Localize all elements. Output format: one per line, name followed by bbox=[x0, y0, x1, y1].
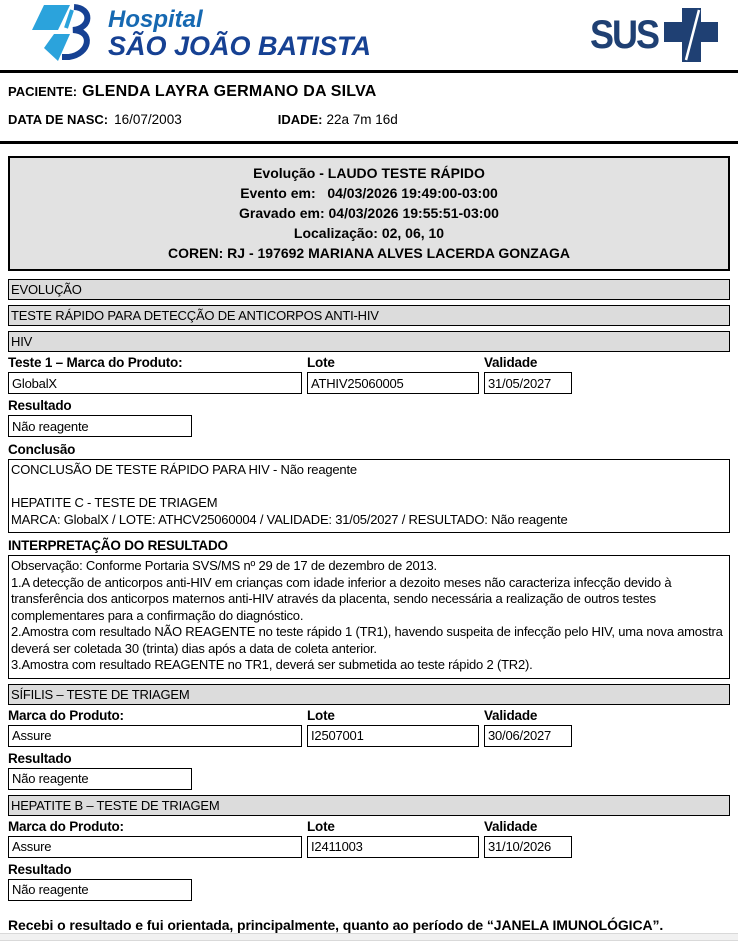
sifilis-brand-label: Marca do Produto: bbox=[8, 707, 124, 723]
event-datetime: 04/03/2026 19:49:00-03:00 bbox=[327, 185, 498, 201]
sifilis-label-row bbox=[8, 708, 730, 723]
event-title: Evolução - LAUDO TESTE RÁPIDO bbox=[253, 165, 485, 181]
sifilis-result-field: Não reagente bbox=[8, 768, 192, 790]
hepb-lot-field: I2411003 bbox=[307, 836, 479, 858]
sus-logo bbox=[590, 6, 720, 64]
interpretation-p0: Observação: Conforme Portaria SVS/MS nº 29 de 17 de dezembro de 2013. bbox=[11, 558, 437, 573]
hepb-validity-label: Validade bbox=[484, 818, 538, 834]
hospital-word: Hospital bbox=[108, 6, 203, 33]
saved-datetime: 04/03/2026 19:55:51-03:00 bbox=[328, 205, 499, 221]
hiv-brand-field: GlobalX bbox=[8, 372, 302, 394]
location-label: Localização: bbox=[293, 225, 378, 241]
hiv-lot-field: ATHIV25060005 bbox=[307, 372, 479, 394]
section-bar-test-title: TESTE RÁPIDO PARA DETECÇÃO DE ANTICORPOS ANTI-HIV bbox=[8, 305, 730, 326]
hiv-validity-label: Validade bbox=[484, 355, 538, 370]
dob-value: 16/07/2003 bbox=[114, 112, 182, 127]
sifilis-brand-field: Assure bbox=[8, 725, 302, 747]
hiv-label-row bbox=[8, 355, 730, 370]
horizontal-scrollbar[interactable] bbox=[0, 933, 738, 941]
hiv-result-field: Não reagente bbox=[8, 415, 192, 437]
hepatite-b-panel bbox=[0, 819, 738, 901]
patient-label: PACIENTE: bbox=[8, 84, 78, 99]
saved-datetime-row bbox=[14, 203, 724, 223]
hepb-box-row bbox=[8, 836, 730, 858]
hepb-result-label: Resultado bbox=[8, 861, 72, 877]
hospital-logo-icon bbox=[28, 4, 106, 62]
interpretation-p3: 3.Amostra com resultado REAGENTE no TR1, deverá ser submetida ao teste rápido 2 (TR2). bbox=[11, 657, 533, 672]
hiv-brand-label: Teste 1 – Marca do Produto: bbox=[8, 355, 183, 370]
location-value: 02, 06, 10 bbox=[381, 225, 445, 241]
age-label: IDADE: bbox=[277, 112, 323, 127]
hepb-result-field: Não reagente bbox=[8, 879, 192, 901]
hospital-name bbox=[108, 4, 371, 62]
sifilis-validity-field: 30/06/2027 bbox=[484, 725, 572, 747]
location-row bbox=[14, 223, 724, 243]
sus-cross-icon bbox=[662, 6, 720, 64]
dob-label: DATA DE NASC: bbox=[8, 112, 109, 127]
section-bar-sifilis: SÍFILIS – TESTE DE TRIAGEM bbox=[8, 684, 730, 705]
report-header bbox=[0, 0, 738, 70]
saved-label: Gravado em: bbox=[239, 205, 325, 221]
coren-row: COREN: RJ - 197692 MARIANA ALVES LACERDA GONZAGA bbox=[168, 245, 570, 261]
interpretation-box bbox=[8, 555, 730, 679]
section-bar-hepatite-b: HEPATITE B – TESTE DE TRIAGEM bbox=[8, 795, 730, 816]
age-value: 22a 7m 16d bbox=[326, 112, 398, 127]
hiv-result-label: Resultado bbox=[8, 398, 72, 413]
hepb-label-row bbox=[8, 819, 730, 834]
conclusion-line3: MARCA: GlobalX / LOTE: ATHCV25060004 / VALIDADE: 31/05/2027 / RESULTADO: Não reagente bbox=[11, 511, 568, 527]
patient-name-row bbox=[8, 83, 730, 101]
hiv-panel bbox=[0, 355, 738, 437]
section-bar-evolucao: EVOLUÇÃO bbox=[8, 279, 730, 300]
sifilis-box-row bbox=[8, 725, 730, 747]
acknowledgement-text: Recebi o resultado e fui orientada, principalmente, quanto ao período de “JANELA IMUNOLÓGICA”. bbox=[8, 916, 664, 933]
sifilis-validity-label: Validade bbox=[484, 707, 538, 723]
conclusion-line2: HEPATITE C - TESTE DE TRIAGEM bbox=[11, 495, 218, 510]
event-datetime-row bbox=[14, 183, 724, 203]
hepb-brand-label: Marca do Produto: bbox=[8, 818, 124, 834]
section-bar-hiv: HIV bbox=[8, 331, 730, 352]
interpretation-p2: 2.Amostra com resultado NÃO REAGENTE no teste rápido 1 (TR1), havendo suspeita de infecção pelo HIV, uma nova amostra deverá ser coletada 30 (trinta) dias após a data de coleta anterior. bbox=[11, 624, 723, 656]
interpretation-p1: 1.A detecção de anticorpos anti-HIV em crianças com idade inferior a dezoito meses não caracteriza infecção devido à transferência dos anticorpos maternos anti-HIV através da placenta, sendo necessária a realização de outros testes complementares para a confirmação do diagnóstico. bbox=[11, 574, 672, 623]
patient-dob-row bbox=[8, 112, 730, 127]
event-label: Evento em: bbox=[240, 185, 316, 201]
conclusion-spacer bbox=[11, 479, 725, 496]
sifilis-result-label: Resultado bbox=[8, 750, 72, 766]
conclusion-box bbox=[8, 459, 730, 533]
hepb-validity-field: 31/10/2026 bbox=[484, 836, 572, 858]
sifilis-panel bbox=[0, 708, 738, 790]
hepb-brand-field: Assure bbox=[8, 836, 302, 858]
sus-label: SUS bbox=[589, 11, 658, 57]
interpretation-label: INTERPRETAÇÃO DO RESULTADO bbox=[8, 538, 228, 553]
event-summary-box bbox=[8, 156, 730, 271]
patient-name: GLENDA LAYRA GERMANO DA SILVA bbox=[82, 83, 377, 100]
patient-info bbox=[0, 73, 738, 141]
hiv-box-row bbox=[8, 372, 730, 394]
hospital-logo bbox=[28, 4, 371, 62]
hospital-title: SÃO JOÃO BATISTA bbox=[108, 31, 372, 61]
hiv-validity-field: 31/05/2027 bbox=[484, 372, 572, 394]
sifilis-lot-label: Lote bbox=[307, 707, 335, 723]
hiv-lot-label: Lote bbox=[307, 355, 335, 370]
divider-patient bbox=[0, 141, 738, 144]
conclusion-line1: CONCLUSÃO DE TESTE RÁPIDO PARA HIV - Não reagente bbox=[11, 462, 357, 477]
hepb-lot-label: Lote bbox=[307, 818, 335, 834]
sifilis-lot-field: I2507001 bbox=[307, 725, 479, 747]
conclusion-label: Conclusão bbox=[8, 442, 76, 457]
